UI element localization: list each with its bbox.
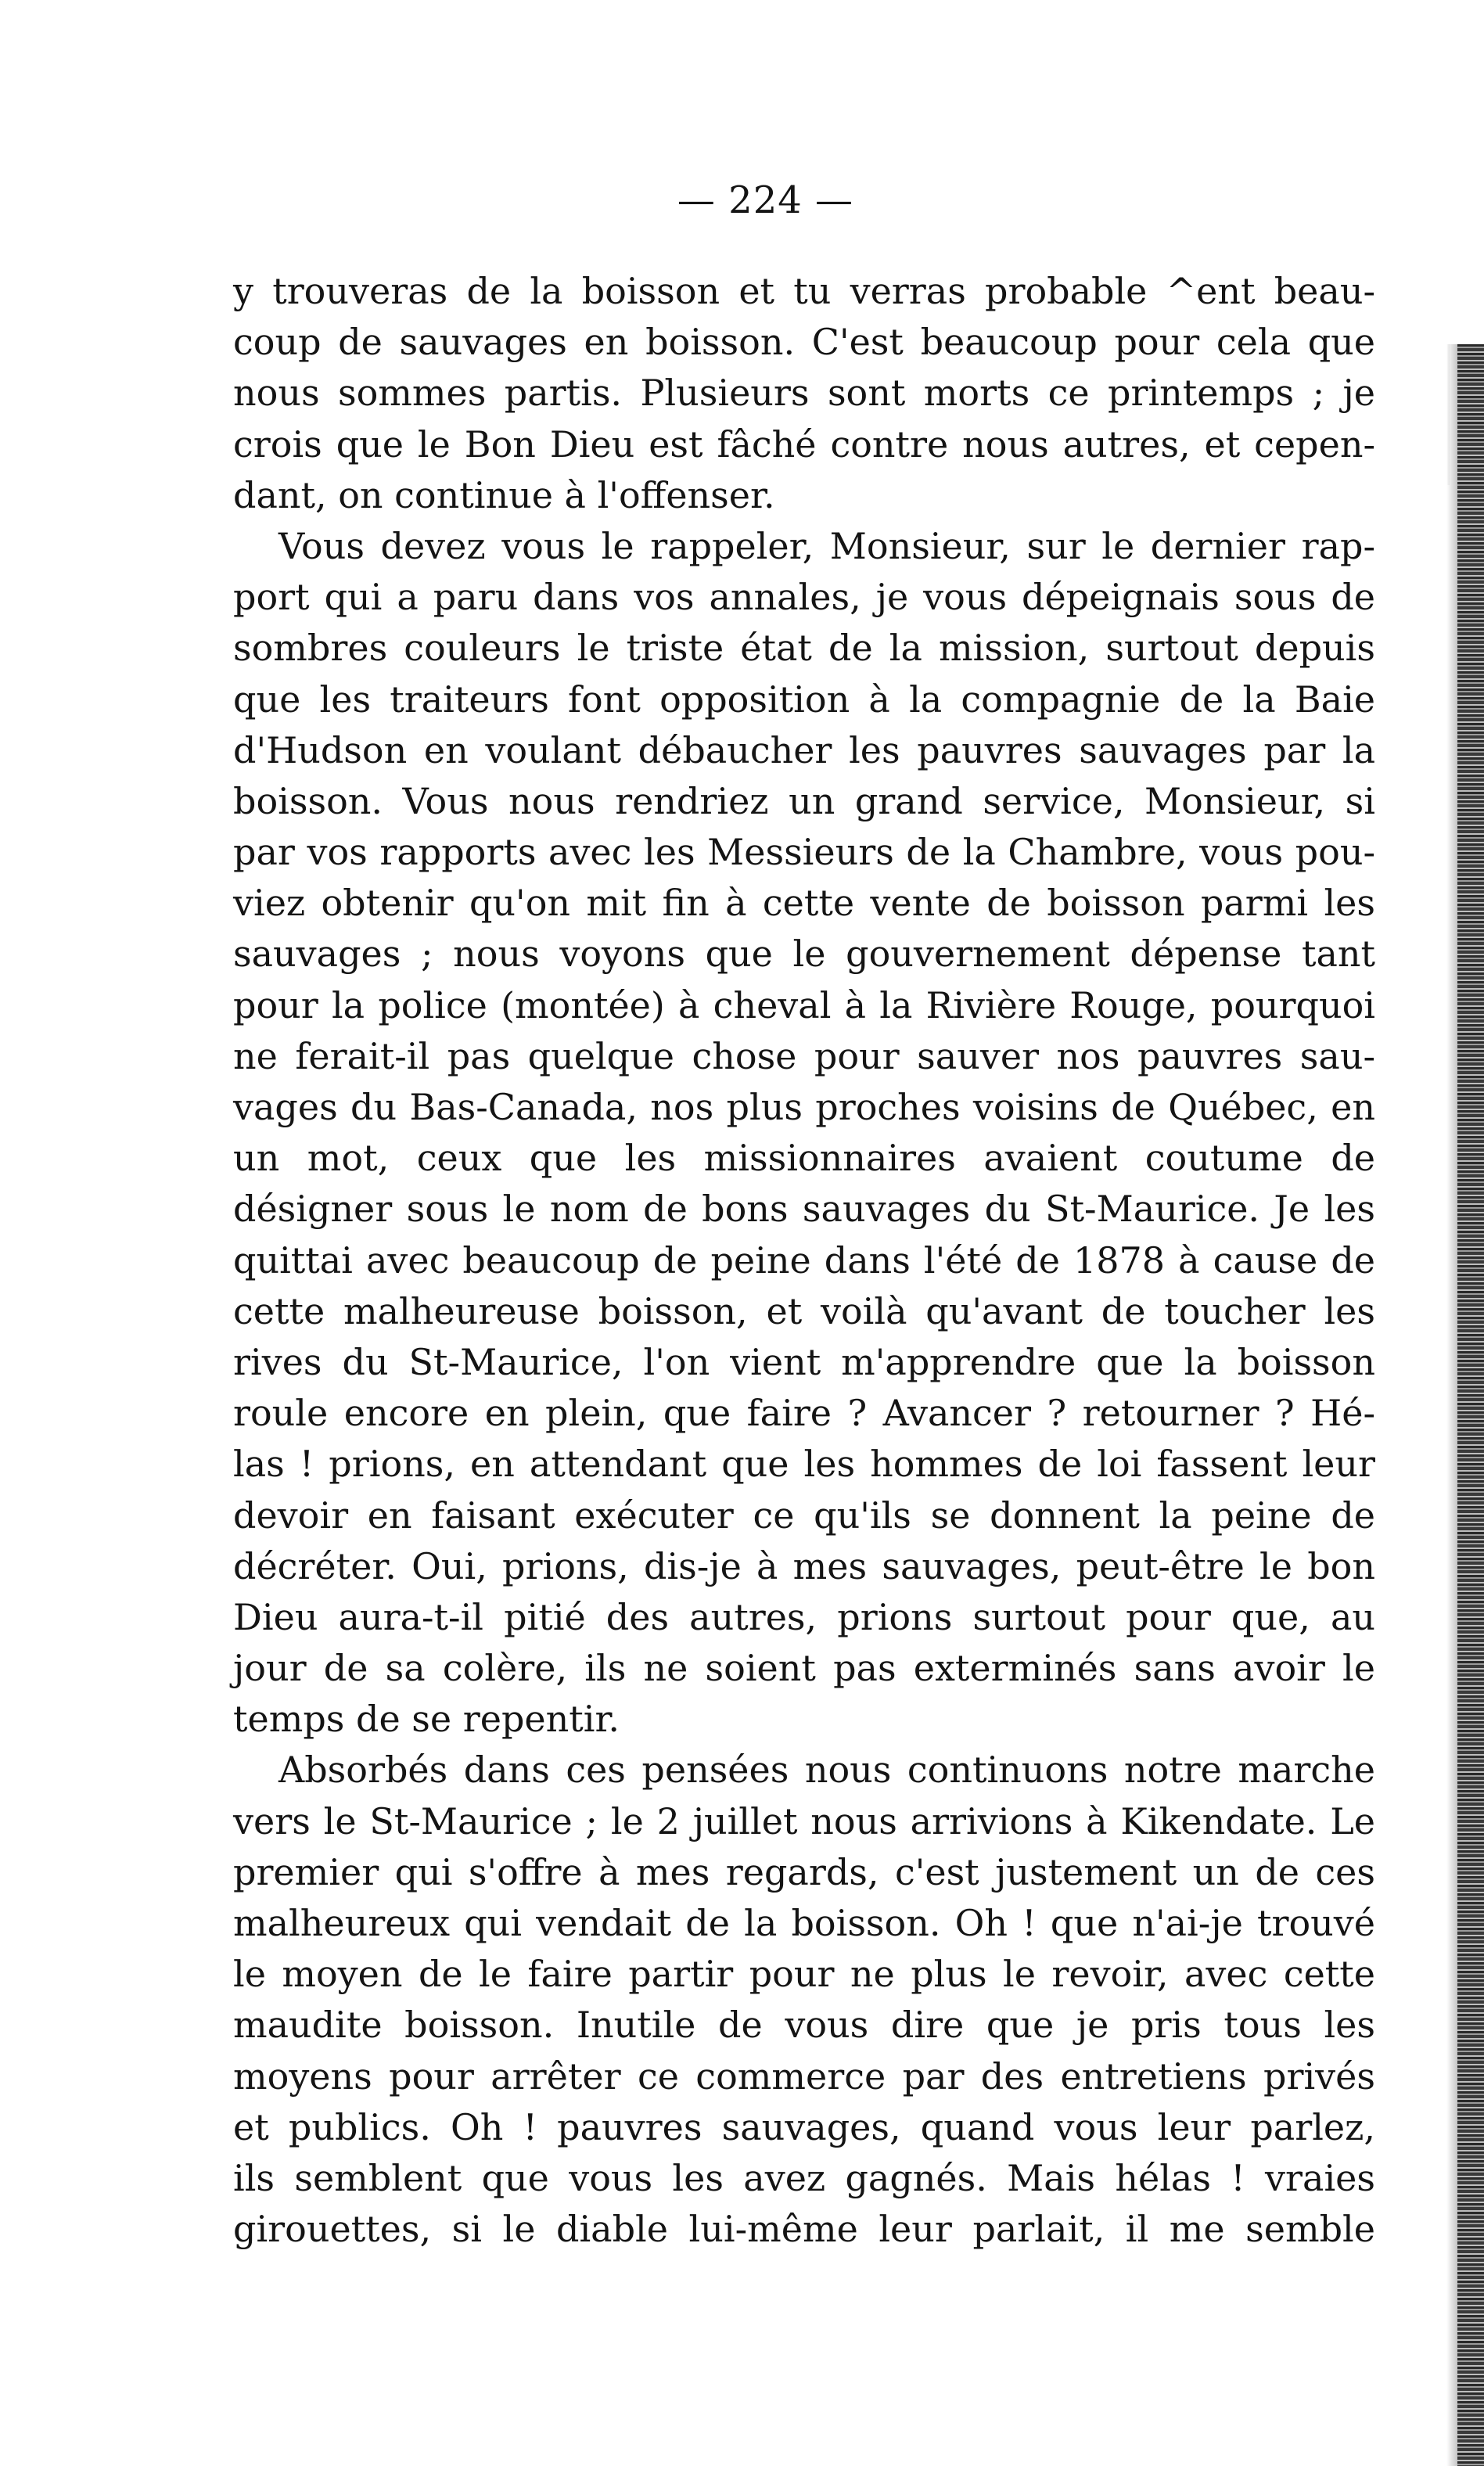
text-line: las ! prions, en attendant que les hommes de loi fassent leur — [233, 1443, 1375, 1486]
text-line: Vous devez vous le rappeler, Monsieur, sur le dernier rap- — [278, 524, 1375, 567]
text-line: crois que le Bon Dieu est fâché contre nous autres, et cepen- — [233, 422, 1375, 466]
text-line: y trouveras de la boisson et tu verras probable ^ent beau- — [233, 270, 1375, 312]
text-line: devoir en faisant exécuter ce qu'ils se donnent la peine de — [233, 1494, 1375, 1537]
text-line: roule encore en plein, que faire ? Avancer ? retourner ? Hé- — [233, 1392, 1375, 1435]
text-line: nous sommes partis. Plusieurs sont morts ce printemps ; je — [233, 372, 1375, 415]
text-line: et publics. Oh ! pauvres sauvages, quand vous leur parlez, — [233, 2105, 1375, 2148]
text-line: coup de sauvages en boisson. C'est beaucoup pour cela que — [233, 321, 1375, 364]
text-line: Dieu aura-t-il pitié des autres, prions surtout pour que, au — [233, 1595, 1375, 1638]
binding-shadow-fade — [1446, 344, 1457, 2466]
text-line: dant, on continue à l'offenser. — [233, 473, 775, 516]
text-line: premier qui s'offre à mes regards, c'est justement un de ces — [233, 1850, 1375, 1893]
text-line: boisson. Vous nous rendriez un grand service, Monsieur, si — [233, 779, 1375, 822]
text-line: par vos rapports avec les Messieurs de la Chambre, vous pou- — [233, 831, 1375, 874]
text-line: viez obtenir qu'on mit fin à cette vente de boisson parmi les — [233, 882, 1375, 925]
text-line: pour la police (montée) à cheval à la Rivière Rouge, pourquoi — [233, 983, 1375, 1026]
text-line: sauvages ; nous voyons que le gouvernement dépense tant — [233, 933, 1375, 976]
text-line: décréter. Oui, prions, dis-je à mes sauvages, peut-être le bon — [233, 1544, 1375, 1587]
body-text — [233, 266, 1375, 2255]
text-line: ils semblent que vous les avez gagnés. Mais hélas ! vraies — [233, 2156, 1375, 2199]
text-line: ne ferait-il pas quelque chose pour sauver nos pauvres sau- — [233, 1034, 1375, 1077]
text-line: que les traiteurs font opposition à la compagnie de la Baie — [233, 678, 1375, 721]
text-line: sombres couleurs le triste état de la mission, surtout depuis — [233, 627, 1375, 670]
text-line: moyens pour arrêter ce commerce par des entretiens privés — [233, 2054, 1375, 2098]
page-number: — 224 — — [677, 178, 854, 222]
text-line: cette malheureuse boisson, et voilà qu'avant de toucher les — [233, 1289, 1375, 1332]
text-line: rives du St-Maurice, l'on vient m'apprendre que la boisson — [233, 1340, 1375, 1383]
text-line: vages du Bas-Canada, nos plus proches voisins de Québec, en — [233, 1086, 1375, 1128]
text-line: quittai avec beaucoup de peine dans l'été de 1878 à cause de — [233, 1238, 1375, 1282]
text-line: temps de se repentir. — [233, 1698, 620, 1741]
text-line: girouettes, si le diable lui-même leur parlait, il me semble — [233, 2208, 1375, 2251]
text-line: d'Hudson en voulant débaucher les pauvres sauvages par la — [233, 728, 1375, 771]
text-line: vers le St-Maurice ; le 2 juillet nous arrivions à Kikendate. Le — [233, 1799, 1375, 1842]
text-line: port qui a paru dans vos annales, je vous dépeignais sous de — [233, 576, 1375, 619]
text-line: malheureux qui vendait de la boisson. Oh ! que n'ai-je trouvé — [233, 1902, 1375, 1944]
text-line: jour de sa colère, ils ne soient pas exterminés sans avoir le — [233, 1647, 1375, 1690]
text-line: un mot, ceux que les missionnaires avaient coutume de — [233, 1137, 1375, 1180]
text-line: Absorbés dans ces pensées nous continuons notre marche — [278, 1749, 1375, 1792]
text-line: désigner sous le nom de bons sauvages du St-Maurice. Je les — [233, 1188, 1375, 1231]
text-line: le moyen de le faire partir pour ne plus le revoir, avec cette — [233, 1953, 1375, 1996]
text-line: maudite boisson. Inutile de vous dire que je pris tous les — [233, 2004, 1375, 2047]
page-edge-strip — [1457, 344, 1484, 2466]
